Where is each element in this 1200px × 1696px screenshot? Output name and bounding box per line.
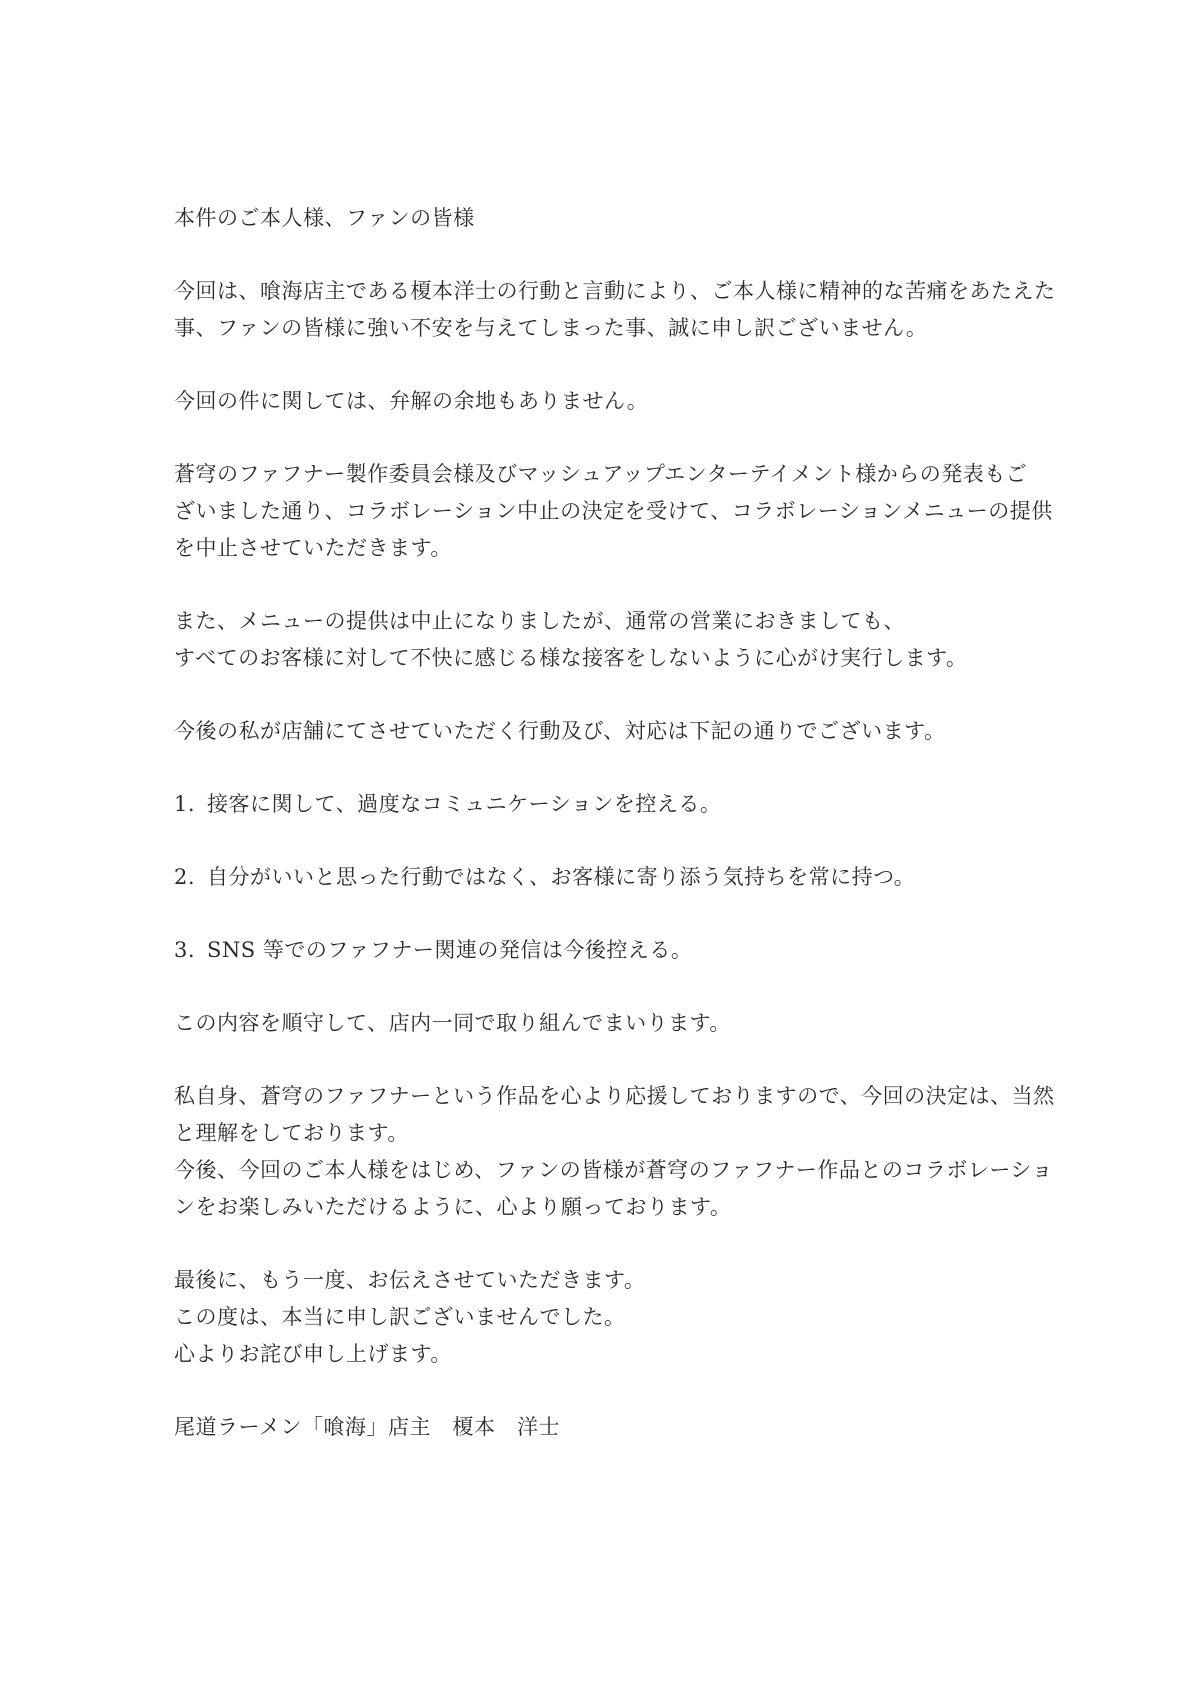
paragraph-line: 今回は、喰海店主である榎本洋士の行動と言動により、ご本人様に精神的な苦痛をあたえた: [174, 279, 1056, 303]
list-number: 2.: [174, 865, 196, 889]
list-item: [174, 859, 1054, 896]
paragraph-actions-intro: [174, 713, 1054, 750]
paragraph-customer-service: [174, 603, 1054, 677]
paragraph-line: を中止させていただきます。: [174, 536, 452, 560]
paragraph-line: と理解をしております。: [174, 1121, 409, 1145]
paragraph-line: すべてのお客様に対して不快に感じる様な接客をしないように心がけ実行します。: [174, 646, 968, 670]
salutation-text: 本件のご本人様、ファンの皆様: [174, 206, 475, 230]
paragraph-line: 心よりお詫び申し上げます。: [174, 1342, 452, 1366]
paragraph-collaboration-cancel: [174, 456, 1054, 567]
paragraph-closing: [174, 1262, 1054, 1373]
paragraph-commitment: [174, 1005, 1054, 1042]
paragraph-line: この度は、本当に申し訳ございませんでした。: [174, 1305, 626, 1329]
signature: [174, 1409, 1054, 1446]
list-number: 1.: [174, 792, 196, 816]
paragraph-line: ざいました通り、コラボレーション中止の決定を受けて、コラボレーションメニューの提供: [174, 499, 1053, 523]
list-text: 自分がいいと思った行動ではなく、お客様に寄り添う気持ちを常に持つ。: [207, 865, 916, 889]
paragraph-line: 今回の件に関しては、弁解の余地もありません。: [174, 389, 649, 413]
salutation: [174, 200, 1054, 237]
paragraph-line: 私自身、蒼穹のファフナーという作品を心より応援しておりますので、今回の決定は、当然: [174, 1084, 1055, 1108]
paragraph-line: また、メニューの提供は中止になりましたが、通常の営業におきましても、: [174, 609, 905, 633]
paragraph-line: 事、ファンの皆様に強い不安を与えてしまった事、誠に申し訳ございません。: [174, 316, 928, 340]
paragraph-line: 蒼穹のファフナー製作委員会様及びマッシュアップエンターテイメント様からの発表もご: [174, 462, 1028, 486]
apology-letter: [174, 200, 1054, 1446]
list-text: 接客に関して、過度なコミュニケーションを控える。: [207, 792, 722, 816]
list-item: [174, 932, 1054, 969]
signature-text: 尾道ラーメン「喰海」店主 榎本 洋士: [174, 1415, 560, 1439]
paragraph-line: ンをお楽しみいただけるように、心より願っております。: [174, 1195, 732, 1219]
paragraph-line: この内容を順守して、店内一同で取り組んでまいります。: [174, 1011, 731, 1035]
paragraph-apology: [174, 273, 1054, 347]
paragraph-line: 今後の私が店舗にてさせていただく行動及び、対応は下記の通りでございます。: [174, 719, 946, 743]
list-text: SNS 等でのファフナー関連の発信は今後控える。: [207, 938, 693, 962]
paragraph-no-excuse: [174, 383, 1054, 420]
paragraph-support: [174, 1078, 1054, 1226]
paragraph-line: 今後、今回のご本人様をはじめ、ファンの皆様が蒼穹のファフナー作品とのコラボレーショ: [174, 1158, 1053, 1182]
paragraph-line: 最後に、もう一度、お伝えさせていただきます。: [174, 1268, 646, 1292]
list-item: [174, 786, 1054, 823]
action-list: [174, 786, 1054, 969]
list-number: 3.: [174, 938, 196, 962]
